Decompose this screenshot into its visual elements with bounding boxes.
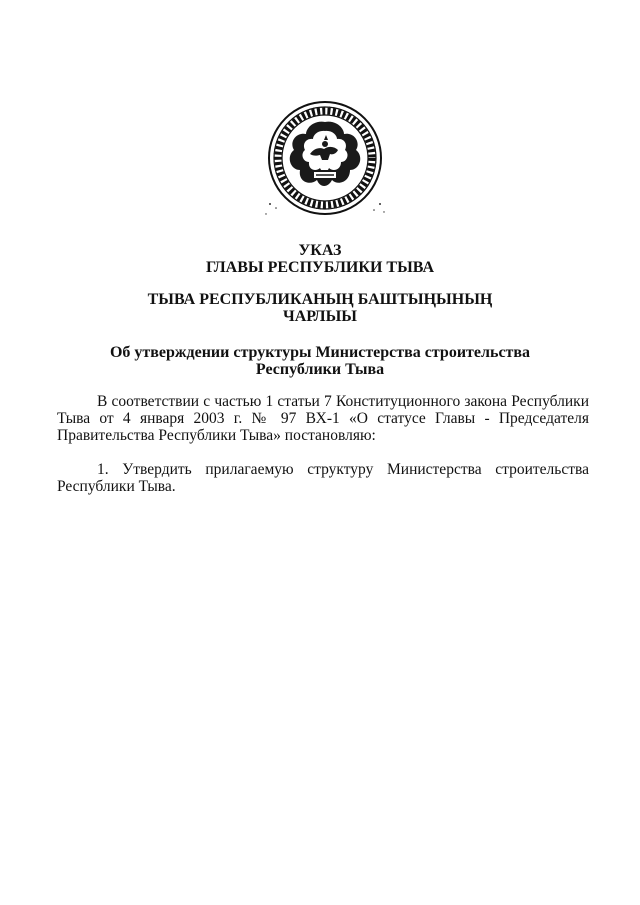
decree-issuer: ГЛАВЫ РЕСПУБЛИКИ ТЫВА	[205, 259, 434, 276]
coat-of-arms-icon	[258, 100, 392, 224]
clause-1-paragraph: 1. Утвердить прилагаемую структуру Министерства строительства Республики Тыва.	[57, 461, 589, 495]
decree-title-line2: Республики Тыва	[255, 361, 385, 378]
decree-title-line1: Об утверждении структуры Министерства строительства	[109, 344, 531, 361]
tuvan-heading-line2: ЧАРЛЫЫ	[282, 308, 357, 325]
preamble-paragraph: В соответствии с частью 1 статьи 7 Конституционного закона Республики Тыва от 4 января 2003 г. № 97 ВХ-1 «О статусе Главы - Председателя Правительства Республики Тыва» постановляю:	[57, 393, 589, 444]
decree-heading: УКАЗ	[298, 242, 342, 259]
tuvan-heading-line1: ТЫВА РЕСПУБЛИКАНЫҢ БАШТЫҢЫНЫҢ	[147, 291, 493, 308]
